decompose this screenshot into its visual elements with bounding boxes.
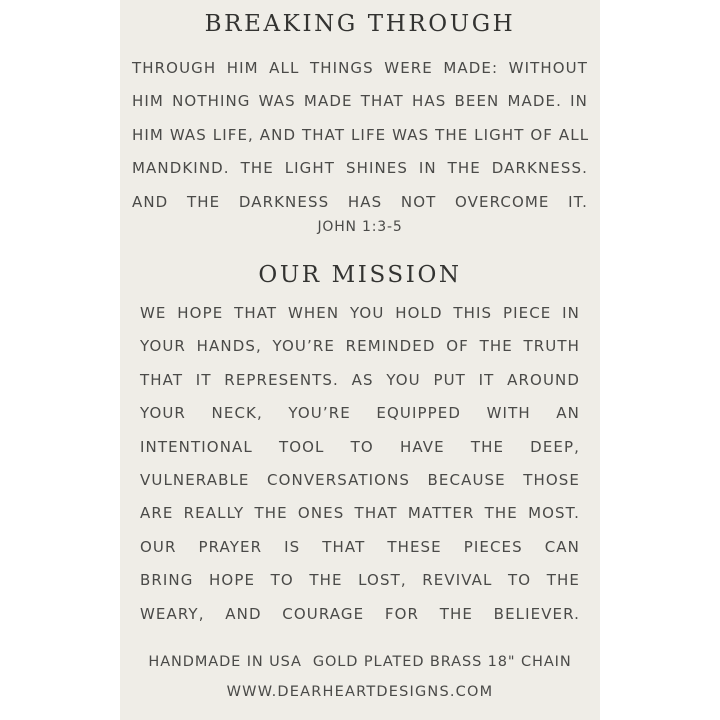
mission-line: INTENTIONAL TOOL TO HAVE THE DEEP, [140,437,580,456]
product-details: HANDMADE IN USA GOLD PLATED BRASS 18" CHAIN [148,654,572,670]
website-link: WWW.DEARHEARTDESIGNS.COM [226,684,494,700]
mission-line: ARE REALLY THE ONES THAT MATTER THE MOST. [140,504,580,523]
verse-line: HIM WAS LIFE, AND THAT LIFE WAS THE LIGHT OF ALL [132,125,590,144]
mission-line: WE HOPE THAT WHEN YOU HOLD THIS PIECE IN [140,304,580,322]
verse-line: AND THE DARKNESS HAS NOT OVERCOME IT. [132,192,588,211]
verse-text [132,52,588,219]
mission-title: OUR MISSION [258,262,462,288]
product-card [120,0,600,720]
mission-line: THAT IT REPRESENTS. AS YOU PUT IT AROUND [140,370,580,389]
mission-text [140,297,580,631]
mission-line: WEARY, AND COURAGE FOR THE BELIEVER. [140,604,580,623]
mission-line: BRING HOPE TO THE LOST, REVIVAL TO THE [140,571,580,590]
mission-line: OUR PRAYER IS THAT THESE PIECES CAN [140,537,580,556]
mission-line: VULNERABLE CONVERSATIONS BECAUSE THOSE [140,470,580,489]
mission-line: YOUR HANDS, YOU’RE REMINDED OF THE TRUTH [140,337,580,356]
verse-citation: JOHN 1:3-5 [317,219,403,235]
verse-line: MANDKIND. THE LIGHT SHINES IN THE DARKNESS. [132,159,588,178]
mission-line: YOUR NECK, YOU’RE EQUIPPED WITH AN [140,404,580,423]
card-title: BREAKING THROUGH [204,11,516,37]
verse-line: THROUGH HIM ALL THINGS WERE MADE: WITHOUT [132,59,588,77]
verse-line: HIM NOTHING WAS MADE THAT HAS BEEN MADE. IN [132,92,588,111]
